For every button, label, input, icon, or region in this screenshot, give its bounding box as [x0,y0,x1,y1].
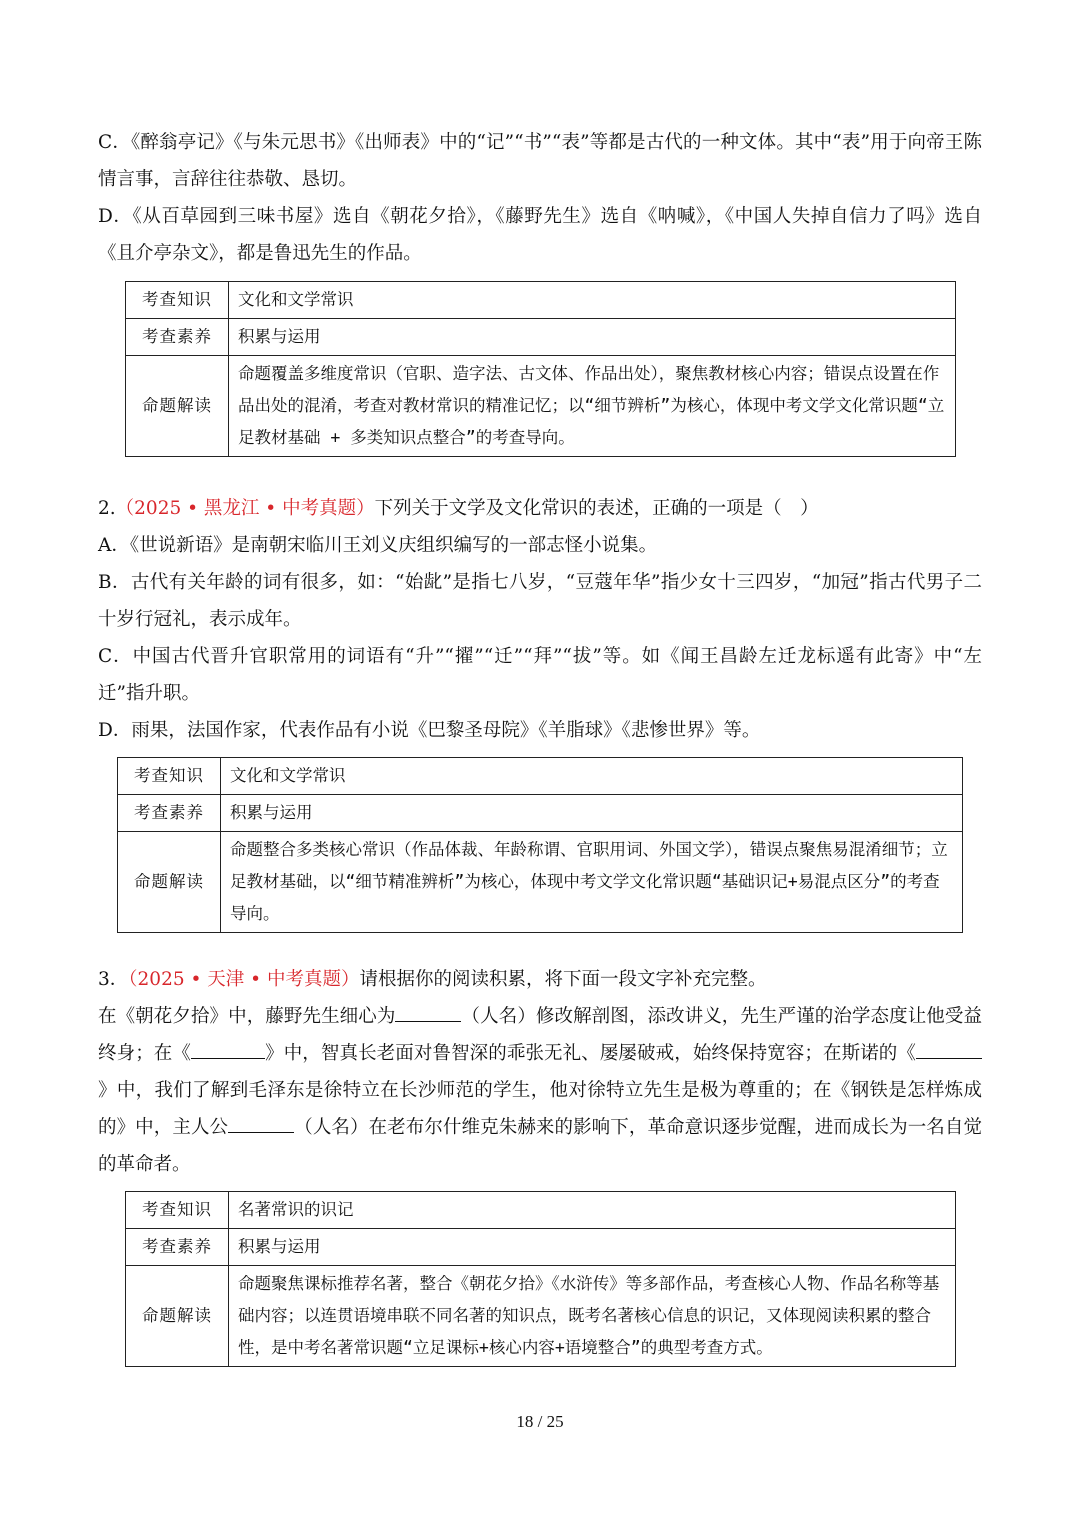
q3-stem: 请根据你的阅读积累，将下面一段文字补充完整。 [359,969,767,990]
q3-knowledge: 名著常识的识记 [229,1192,956,1229]
table-row [118,758,963,795]
q1-analysis: 命题覆盖多维度常识（官职、造字法、古文体、作品出处），聚焦教材核心内容；错误点设置在作品出处的混淆，考查对教材常识的精准记忆；以“细节辨析”为核心，体现中考文学文化常识题“立足教材基础 + 多类知识点整合”的考查导向。 [229,356,956,457]
table-row [126,1266,956,1367]
q2-option-c: C．中国古代晋升官职常用的词语有“升”“擢”“迁”“拜”“拔”等。如《闻王昌龄左迁龙标遥有此寄》中“左迁”指升职。 [98,646,982,704]
label-analysis: 命题解读 [126,1266,229,1367]
q2-knowledge: 文化和文学常识 [221,758,963,795]
q3-info-table [125,1191,956,1367]
table-row [126,319,956,356]
q2-option-b: B．古代有关年龄的词有很多，如：“始龀”是指七八岁，“豆蔻年华”指少女十三四岁，“加冠”指古代男子二十岁行冠礼，表示成年。 [98,572,982,630]
q3-literacy: 积累与运用 [229,1229,956,1266]
q3-stem-line [98,961,982,998]
label-knowledge: 考查知识 [118,758,221,795]
q1-knowledge: 文化和文学常识 [229,282,956,319]
q2-stem-line [98,490,982,527]
label-analysis: 命题解读 [118,832,221,933]
blank-1[interactable] [395,1001,461,1022]
table-row [118,832,963,933]
q2-analysis: 命题整合多类核心常识（作品体裁、年龄称谓、官职用词、外国文学），错误点聚焦易混淆细节；立足教材基础，以“细节精准辨析”为核心，体现中考文学文化常识题“基础识记+易混点区分”的考查导向。 [221,832,963,933]
q3-text-2: （人名）修改解剖图，添改讲义，先生严谨的治学态度让他受益终身；在《 [98,1006,982,1064]
q3-text-3: 》中，智真长老面对鲁智深的乖张无礼、屡屡破戒，始终保持宽容；在斯诺的《 [265,1043,916,1064]
table-row [126,1229,956,1266]
label-literacy: 考查素养 [118,795,221,832]
q3-text-5: （人名）在老布尔什维克朱赫来的影响下，革命意识逐步觉醒，进而成长为一名自觉的革命者。 [98,1117,982,1175]
q2-stem: 下列关于文学及文化常识的表述，正确的一项是（ ） [374,498,819,519]
blank-2[interactable] [191,1038,265,1059]
q1-info-table [125,281,956,457]
q2-option-a: A．《世说新语》是南朝宋临川王刘义庆组织编写的一部志怪小说集。 [98,535,658,556]
table-row [118,795,963,832]
label-knowledge: 考查知识 [126,282,229,319]
q3-number: 3． [98,969,129,990]
q1-option-d: D．《从百草园到三味书屋》选自《朝花夕拾》，《藤野先生》选自《呐喊》，《中国人失掉自信力了吗》选自《且介亭杂文》，都是鲁迅先生的作品。 [98,206,982,264]
q1-option-c: C．《醉翁亭记》《与朱元思书》《出师表》中的“记”“书”“表”等都是古代的一种文体。其中“表”用于向帝王陈情言事，言辞往往恭敬、恳切。 [98,132,982,190]
q3-paragraph [98,998,982,1183]
q2-option-d: D．雨果，法国作家，代表作品有小说《巴黎圣母院》《羊脂球》《悲惨世界》等。 [98,720,761,741]
page-number: 18 / 25 [516,1412,564,1431]
page-content [98,124,982,1367]
label-literacy: 考查素养 [126,319,229,356]
q1-literacy: 积累与运用 [229,319,956,356]
blank-3[interactable] [916,1038,982,1059]
table-row [126,356,956,457]
q3-analysis: 命题聚焦课标推荐名著，整合《朝花夕拾》《水浒传》等多部作品，考查核心人物、作品名称等基础内容；以连贯语境串联不同名著的知识点，既考名著核心信息的识记，又体现阅读积累的整合性，是中考名著常识题“立足课标+核心内容+语境整合”的典型考查方式。 [229,1266,956,1367]
q2-source: （2025 • 黑龙江 • 中考真题） [115,498,375,519]
table-row [126,282,956,319]
q2-literacy: 积累与运用 [221,795,963,832]
q2-number: 2. [98,498,116,519]
q3-source: （2025 • 天津 • 中考真题） [128,969,360,990]
q2-info-table [117,757,963,933]
blank-4[interactable] [228,1112,294,1133]
table-row [126,1192,956,1229]
label-literacy: 考查素养 [126,1229,229,1266]
q3-text-4: 》中，我们了解到毛泽东是徐特立在长沙师范的学生，他对徐特立先生是极为尊重的；在《钢铁是怎样炼成的》中，主人公 [98,1080,982,1138]
q3-text-1: 在《朝花夕拾》中，藤野先生细心为 [98,1006,396,1027]
label-analysis: 命题解读 [126,356,229,457]
label-knowledge: 考查知识 [126,1192,229,1229]
